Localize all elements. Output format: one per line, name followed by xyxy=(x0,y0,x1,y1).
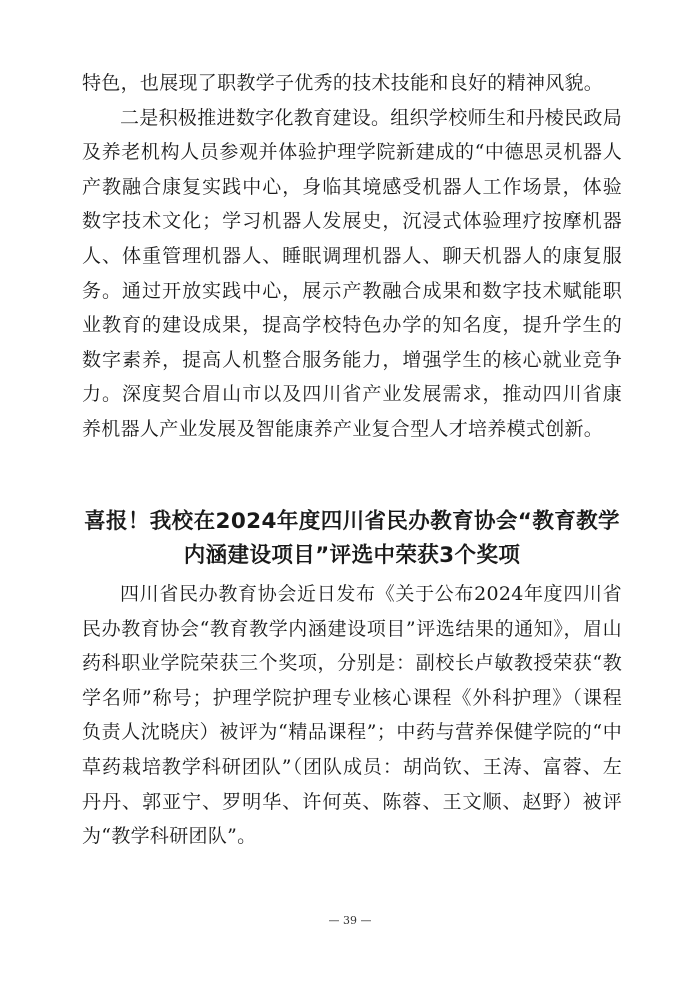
article-title: 喜报！我校在2024年度四川省民办教育协会“教育教学内涵建设项目”评选中荣获3个奖项 xyxy=(84,509,620,568)
paragraph-digital-education: 二是积极推进数字化教育建设。组织学校师生和丹棱民政局及养老机构人员参观并体验护理学院新建成的“中德思灵机器人产教融合康复实践中心，身临其境感受机器人工作场景，体验数字技术文化；学习机器人发展史，沉浸式体验理疗按摩机器人、体重管理机器人、睡眠调理机器人、聊天机器人的康复服务。通过开放实践中心，展示产教融合成果和数字技术赋能职业教育的建设成果，提高学校特色办学的知名度，提升学生的数字素养，提高人机整合服务能力，增强学生的核心就业竞争力。深度契合眉山市以及四川省产业发展需求，推动四川省康养机器人产业发展及智能康养产业复合型人才培养模式创新。 xyxy=(82,106,622,440)
article-section xyxy=(82,577,622,854)
top-section xyxy=(82,66,622,447)
article-body: 四川省民办教育协会近日发布《关于公布2024年度四川省民办教育协会“教育教学内涵建设项目”评选结果的通知》，眉山药科职业学院荣获三个奖项，分别是：副校长卢敏教授荣获“教学名师”称号；护理学院护理专业核心课程《外科护理》（课程负责人沈晓庆）被评为“精品课程”；中药与营养保健学院的“中草药栽培教学科研团队”（团队成员：胡尚钦、王涛、富蓉、左丹丹、郭亚宁、罗明华、许何英、陈蓉、王文顺、赵野）被评为“教学科研团队”。 xyxy=(82,583,622,848)
paragraph-continuation: 特色，也展现了职教学子优秀的技术技能和良好的精神风貌。 xyxy=(82,72,604,94)
page-number: — 39 — xyxy=(328,914,372,927)
